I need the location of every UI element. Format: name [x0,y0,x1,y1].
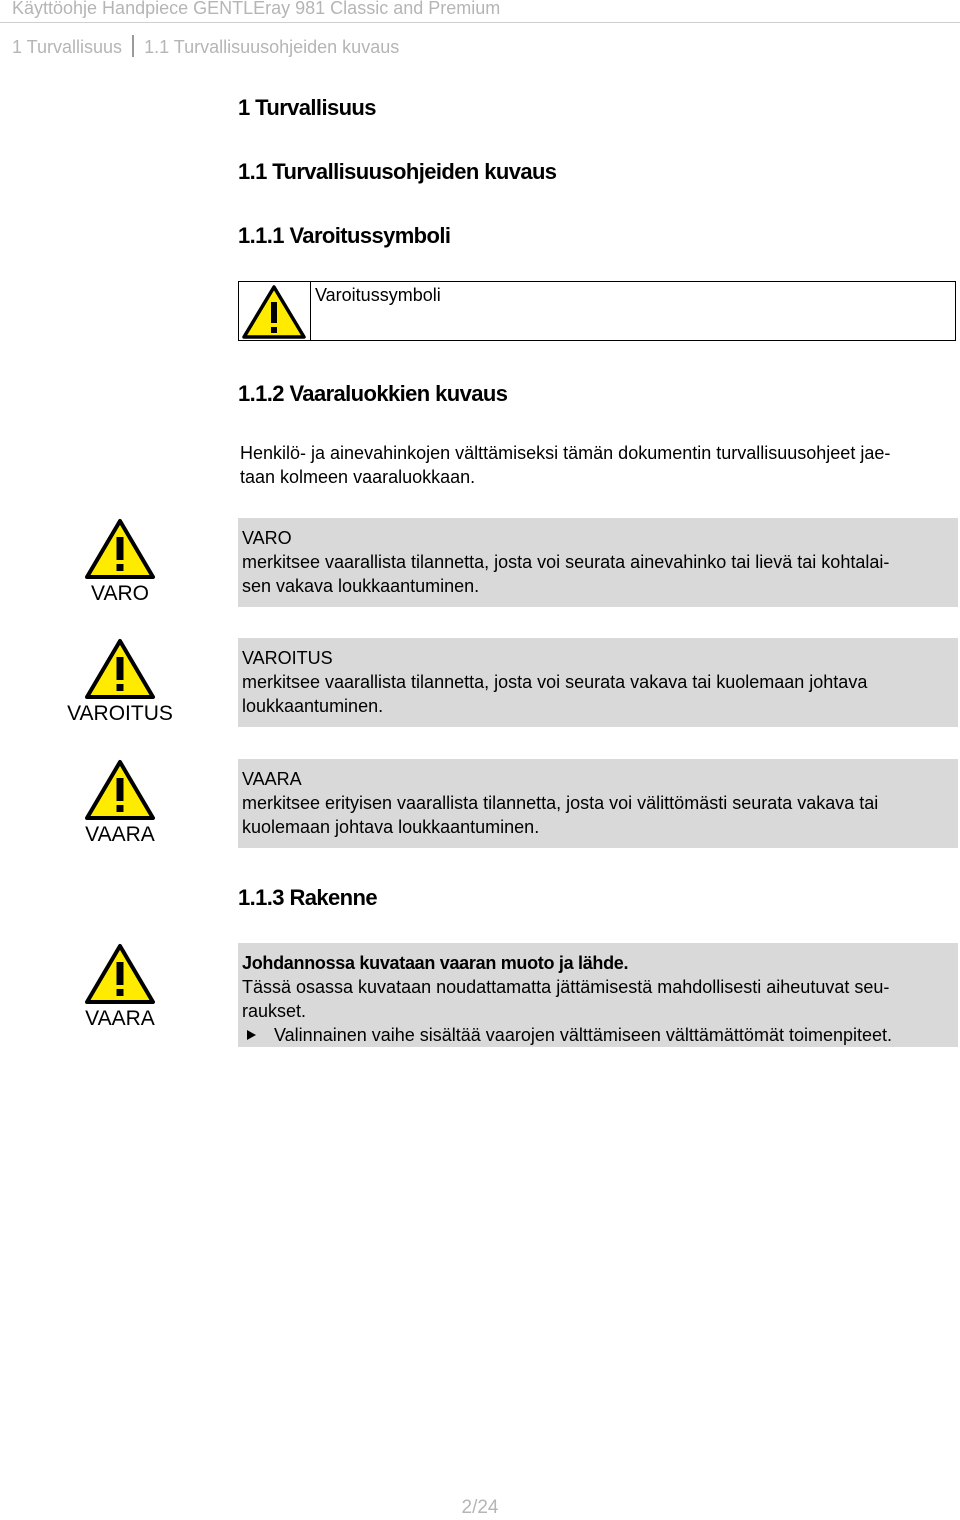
warning-symbol-table [238,281,956,341]
structure-step-text: Valinnainen vaihe sisältää vaarojen välttämiseen välttämättömät toimenpiteet. [274,1025,893,1045]
hazard-text-line: loukkaantuminen. [242,696,384,716]
breadcrumb [12,35,399,58]
heading-turvallisuus: 1 Turvallisuus [238,95,376,120]
intro-line: Henkilö- ja ainevahinkojen välttämiseksi tämän dokumentin turvallisuusohjeet jae- [240,443,891,463]
hazard-icon-vaara [60,759,180,847]
heading-vaaraluokkien-kuvaus: 1.1.2 Vaaraluokkien kuvaus [238,381,508,406]
breadcrumb-item-subsection: 1.1 Turvallisuusohjeiden kuvaus [144,37,400,57]
structure-example-box [238,943,958,1047]
hazard-title: VAROITUS [242,648,333,668]
hazard-text-line: merkitsee vaarallista tilannetta, josta voi seurata ainevahinko tai lievä tai kohtalai- [242,552,890,572]
warning-symbol-label: Varoitussymboli [315,285,441,305]
hazard-text-line: sen vakava loukkaantuminen. [242,576,480,596]
structure-hazard-icon [60,943,180,1031]
heading-rakenne: 1.1.3 Rakenne [238,885,377,910]
warning-triangle-icon [84,638,156,700]
hazard-icon-label: VAARA [85,823,155,846]
hazard-text-line: merkitsee erityisen vaarallista tilannetta, josta voi välittömästi seurata vakava tai [242,793,879,813]
hazard-text-line: merkitsee vaarallista tilannetta, josta voi seurata vakava tai kuolemaan johtava [242,672,868,692]
heading-turvallisuusohjeiden-kuvaus: 1.1 Turvallisuusohjeiden kuvaus [238,159,557,184]
warning-triangle-icon [241,284,307,340]
breadcrumb-separator [132,35,134,57]
warning-triangle-icon [84,518,156,580]
intro-line: taan kolmeen vaaraluokkaan. [240,467,476,487]
hazard-box-varoitus [238,638,958,727]
document-title: Käyttöohje Handpiece GENTLEray 981 Classic and Premium [12,0,501,18]
breadcrumb-item-section: 1 Turvallisuus [12,37,123,57]
hazard-icon-varo [60,518,180,606]
hazard-box-varo [238,518,958,607]
heading-varoitussymboli: 1.1.1 Varoitussymboli [238,223,451,248]
hazard-box-vaara [238,759,958,848]
hazard-title: VAARA [242,769,302,789]
page-number: 2/24 [461,1497,499,1518]
hazard-title: VARO [242,528,292,548]
warning-triangle-icon [84,759,156,821]
hazard-text-line: kuolemaan johtava loukkaantuminen. [242,817,540,837]
hazard-icon-label: VAROITUS [67,702,173,725]
structure-text-line: raukset. [242,1001,307,1021]
structure-step [242,1023,954,1047]
warning-symbol-cell [239,282,311,340]
hazard-icon-label: VARO [91,582,149,605]
hazard-icon-varoitus [60,638,180,726]
structure-text-line: Tässä osassa kuvataan noudattamatta jättämisestä mahdollisesti aiheutuvat seu- [242,977,890,997]
arrow-right-icon [247,1030,256,1040]
header-rule [0,22,960,23]
intro-paragraph [240,441,956,489]
structure-title: Johdannossa kuvataan vaaran muoto ja lähde. [242,953,629,973]
hazard-icon-label: VAARA [85,1007,155,1030]
warning-triangle-icon [84,943,156,1005]
